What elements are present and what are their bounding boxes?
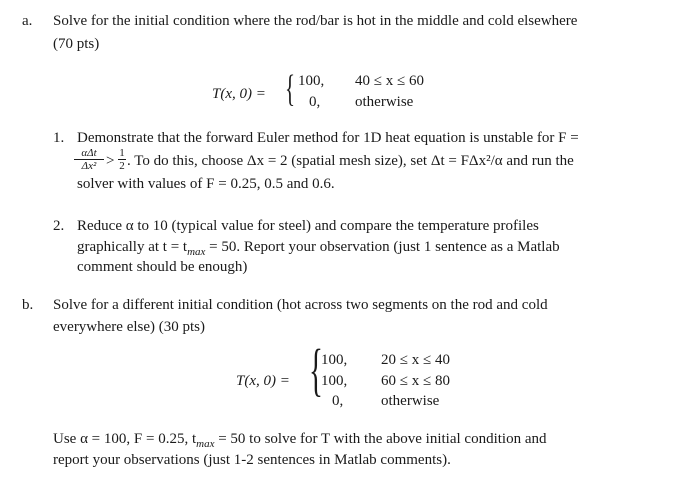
final-line1-post: = 50 to solve for T with the above initial condition and	[214, 431, 547, 447]
item1-marker: 1.	[53, 130, 65, 146]
item1-line3: solver with values of F = 0.25, 0.5 and 0.6.	[77, 176, 335, 192]
item1-fraction	[74, 147, 104, 172]
eq1-case1-value: 100,	[298, 73, 325, 89]
eq2-case2-value: 100,	[321, 373, 348, 389]
item1-half-fraction	[118, 147, 126, 172]
part-a-text-line1: Solve for the initial condition where the rod/bar is hot in the middle and cold elsewhere	[53, 13, 578, 29]
item1-greater-than: >	[106, 153, 115, 169]
eq1-case2-value: 0,	[309, 94, 321, 110]
eq1-case2-condition: otherwise	[355, 94, 414, 110]
item1-half-numerator: 1	[119, 147, 125, 159]
eq2-case2-condition: 60 ≤ x ≤ 80	[381, 373, 450, 389]
item2-line2-post: = 50. Report your observation (just 1 sentence as a Matlab	[205, 239, 560, 255]
part-b-final-line2: report your observations (just 1-2 sentences in Matlab comments).	[53, 452, 451, 468]
eq2-case3-condition: otherwise	[381, 393, 440, 409]
eq2-brace: {	[309, 337, 323, 402]
final-line1-pre: Use α = 100, F = 0.25, t	[53, 431, 197, 447]
item2-marker: 2.	[53, 218, 65, 234]
eq1-brace: {	[285, 68, 296, 110]
item1-line2: . To do this, choose Δx = 2 (spatial mesh size), set Δt = FΔx²/α and run the	[127, 153, 574, 169]
eq2-case1-value: 100,	[321, 352, 348, 368]
item2-line2-sub: max	[187, 246, 206, 258]
eq1-lhs: T(x, 0) =	[212, 86, 266, 102]
eq1-case1-condition: 40 ≤ x ≤ 60	[355, 73, 424, 89]
part-a-marker: a.	[22, 13, 33, 29]
eq2-case1-condition: 20 ≤ x ≤ 40	[381, 352, 450, 368]
item1-fraction-numerator: αΔt	[74, 147, 104, 160]
item1-fraction-denominator: Δx²	[81, 160, 97, 172]
part-b-marker: b.	[22, 297, 34, 313]
part-b-text-line1: Solve for a different initial condition (hot across two segments on the rod and cold	[53, 297, 548, 313]
item2-line2-pre: graphically at t = t	[77, 239, 188, 255]
item2-line3: comment should be enough)	[77, 259, 248, 275]
item2-line1: Reduce α to 10 (typical value for steel) and compare the temperature profiles	[77, 218, 539, 234]
part-b-text-line2: everywhere else) (30 pts)	[53, 319, 206, 335]
item1-line1: Demonstrate that the forward Euler method for 1D heat equation is unstable for F =	[77, 130, 579, 146]
part-a-text-line2: (70 pts)	[53, 36, 100, 52]
eq2-lhs: T(x, 0) =	[236, 373, 290, 389]
eq2-case3-value: 0,	[332, 393, 344, 409]
item1-half-denominator: 2	[119, 160, 125, 172]
final-line1-sub: max	[196, 438, 215, 450]
